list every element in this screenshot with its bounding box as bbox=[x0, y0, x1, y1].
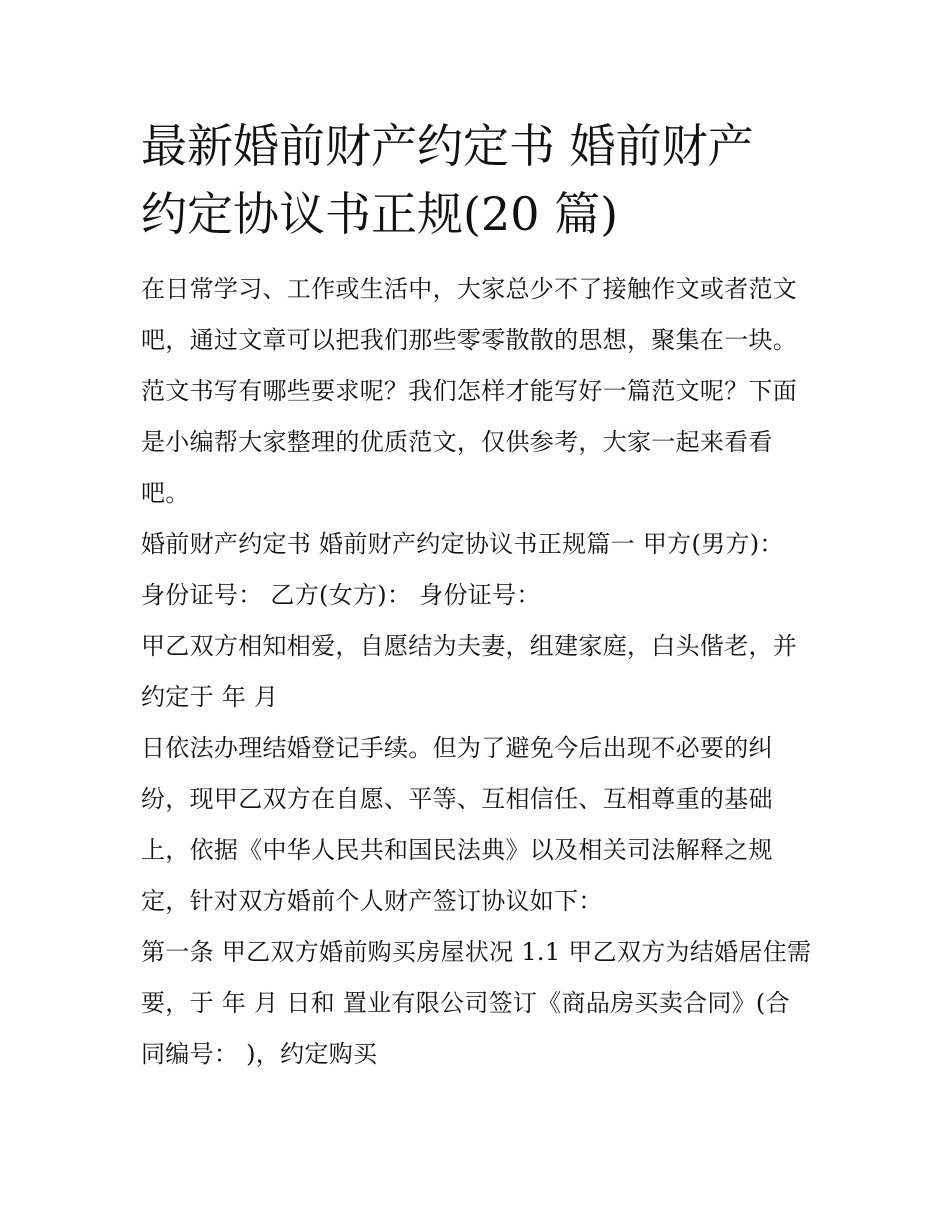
text-line: 上，依据《中华人民共和国民法典》以及相关司法解释之规 bbox=[141, 836, 773, 864]
text-line: 约定于 年 月 bbox=[141, 683, 279, 711]
document-page bbox=[141, 112, 821, 1080]
text-line: 甲乙双方相知相爱，自愿结为夫妻，组建家庭，白头偕老，并 bbox=[141, 632, 798, 660]
document-body bbox=[141, 264, 821, 1080]
text-line: 是小编帮大家整理的优质范文，仅供参考，大家一起来看看 bbox=[141, 428, 773, 456]
text-line: 第一条 甲乙双方婚前购买房屋状况 1.1 甲乙双方为结婚居住需 bbox=[141, 938, 812, 966]
text-line: 纷，现甲乙双方在自愿、平等、互相信任、互相尊重的基础 bbox=[141, 785, 773, 813]
paragraph-article-one bbox=[141, 927, 821, 1080]
text-line: 同编号： )，约定购买 bbox=[141, 1040, 378, 1068]
paragraph-parties bbox=[141, 519, 821, 621]
text-line: 日依法办理结婚登记手续。但为了避免今后出现不必要的纠 bbox=[141, 734, 773, 762]
text-line: 吧，通过文章可以把我们那些零零散散的思想，聚集在一块。 bbox=[141, 326, 798, 354]
title-line: 约定协议书正规(20 篇) bbox=[141, 187, 619, 241]
title-line: 最新婚前财产约定书 婚前财产 bbox=[141, 119, 754, 173]
text-line: 范文书写有哪些要求呢？我们怎样才能写好一篇范文呢？下面 bbox=[141, 377, 798, 405]
paragraph-legal-basis bbox=[141, 723, 821, 927]
text-line: 吧。 bbox=[141, 479, 190, 507]
text-line: 身份证号： 乙方(女方)： 身份证号： bbox=[141, 581, 541, 609]
text-line: 在日常学习、工作或生活中，大家总少不了接触作文或者范文 bbox=[141, 275, 798, 303]
paragraph-intro bbox=[141, 264, 821, 519]
text-line: 婚前财产约定书 婚前财产约定协议书正规篇一 甲方(男方)： bbox=[141, 530, 784, 558]
text-line: 定，针对双方婚前个人财产签订协议如下： bbox=[141, 887, 603, 915]
paragraph-marriage-agreement bbox=[141, 621, 821, 723]
text-line: 要，于 年 月 日和 置业有限公司签订《商品房买卖合同》(合 bbox=[141, 989, 790, 1017]
document-title bbox=[141, 112, 821, 248]
